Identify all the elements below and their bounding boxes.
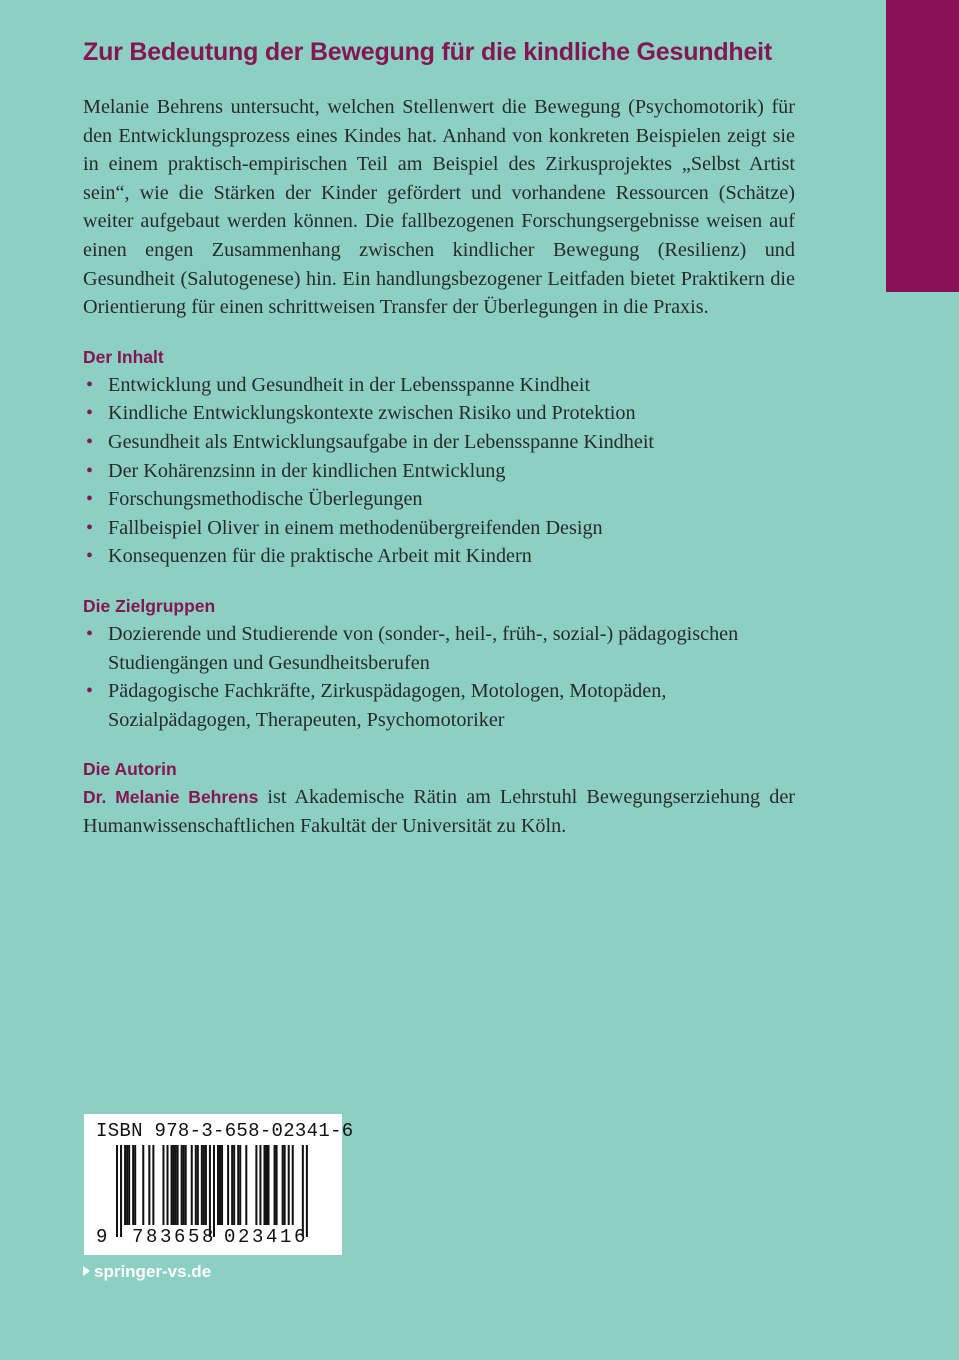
barcode-bar bbox=[302, 1145, 304, 1237]
barcode-bar bbox=[203, 1145, 205, 1225]
barcode-bar bbox=[306, 1145, 308, 1237]
barcode-bar bbox=[217, 1145, 219, 1225]
website-link[interactable] bbox=[83, 1262, 211, 1282]
barcode-bar bbox=[177, 1145, 179, 1225]
bullet-icon: • bbox=[86, 516, 94, 539]
list-item: • Konsequenzen für die praktische Arbeit mit Kindern bbox=[83, 542, 795, 571]
barcode-bar bbox=[191, 1145, 193, 1225]
barcode-bar bbox=[128, 1145, 130, 1225]
barcode-bar bbox=[213, 1145, 215, 1237]
barcode-bar bbox=[185, 1145, 187, 1225]
arrow-right-icon bbox=[83, 1266, 90, 1276]
list-item: • Der Kohärenzsinn in der kindlichen Entwicklung bbox=[83, 457, 795, 486]
bullet-icon: • bbox=[86, 488, 94, 511]
barcode-bar bbox=[167, 1145, 169, 1225]
barcode-bar bbox=[148, 1145, 150, 1225]
barcode-bar bbox=[221, 1145, 223, 1225]
barcode-bar bbox=[274, 1145, 276, 1225]
barcode-bar bbox=[263, 1145, 265, 1225]
barcode-bar bbox=[197, 1145, 199, 1225]
list-item: • Forschungsmethodische Überlegungen bbox=[83, 485, 795, 514]
author-section-heading: Die Autorin bbox=[83, 759, 177, 780]
bullet-icon: • bbox=[86, 622, 94, 645]
bullet-icon: • bbox=[86, 373, 94, 396]
intro-paragraph: Melanie Behrens untersucht, welchen Stellenwert die Bewegung (Psychomotorik) für den Entwicklungsprozess eines Kindes hat. Anhand von konkreten Beispielen zeigt sie in einem praktisch-empirischen Teil am Beispiel des Zirkusprojektes „Selbst Artist sein“, wie die Stärken der Kinder gefördert und vorhandene Ressourcen (Schätze) weiter aufgebaut werden können. Die fallbezogenen Forschungsergebnisse weisen auf einen engen Zusammenhang zwischen kindlicher Bewegung (Resilienz) und Gesundheit (Salutogenese) hin. Ein handlungsbezogener Leitfaden bietet Praktikern die Orientierung für einen schrittweisen Transfer der Überlegungen in die Praxis. bbox=[83, 96, 795, 319]
barcode-bar bbox=[116, 1145, 118, 1237]
barcode-bar bbox=[152, 1145, 154, 1225]
bullet-icon: • bbox=[86, 402, 94, 425]
barcode-bar bbox=[276, 1145, 278, 1225]
barcode-bar bbox=[292, 1145, 294, 1225]
bullet-icon: • bbox=[86, 545, 94, 568]
list-item: • Kindliche Entwicklungskontexte zwischen Risiko und Protektion bbox=[83, 399, 795, 428]
list-item: • Fallbeispiel Oliver in einem methodenübergreifenden Design bbox=[83, 514, 795, 543]
barcode-bar bbox=[162, 1145, 164, 1225]
barcode-bar bbox=[245, 1145, 247, 1225]
barcode-bar bbox=[268, 1145, 270, 1225]
barcode-bar bbox=[205, 1145, 207, 1225]
bullet-icon: • bbox=[86, 680, 94, 703]
barcode-bar bbox=[132, 1145, 134, 1225]
list-item: • Entwicklung und Gesundheit in der Lebensspanne Kindheit bbox=[83, 371, 795, 400]
ean-right-digits: 023416 bbox=[224, 1226, 309, 1248]
barcode-bar bbox=[227, 1145, 229, 1225]
target-list bbox=[83, 620, 795, 734]
author-paragraph bbox=[83, 783, 795, 840]
isbn-label: ISBN 978-3-658-02341-6 bbox=[96, 1120, 354, 1142]
barcode-bar bbox=[124, 1145, 126, 1225]
barcode-bar bbox=[233, 1145, 235, 1225]
barcode-bar bbox=[237, 1145, 239, 1225]
bullet-icon: • bbox=[86, 459, 94, 482]
barcode-bar bbox=[126, 1145, 128, 1225]
barcode-bar bbox=[209, 1145, 211, 1237]
barcode-bar bbox=[284, 1145, 286, 1225]
isbn-barcode-box bbox=[84, 1114, 354, 1255]
page-title: Zur Bedeutung der Bewegung für die kindliche Gesundheit bbox=[83, 38, 773, 66]
ean-left-digits: 783658 bbox=[132, 1226, 217, 1248]
barcode-bar bbox=[231, 1145, 233, 1225]
barcode-bar bbox=[175, 1145, 177, 1225]
content-section-heading: Der Inhalt bbox=[83, 346, 164, 367]
content-list bbox=[83, 371, 795, 571]
barcode-bar bbox=[142, 1145, 144, 1225]
side-color-tab bbox=[886, 0, 959, 292]
barcode-bar bbox=[239, 1145, 241, 1225]
back-cover-content bbox=[83, 38, 795, 840]
ean-first-digit: 9 bbox=[96, 1226, 108, 1248]
list-item: • Gesundheit als Entwicklungsaufgabe in der Lebensspanne Kindheit bbox=[83, 428, 795, 457]
list-item: • Dozierende und Studierende von (sonder-, heil-, früh-, sozial-) pädagogischen Studiengängen und Gesundheitsberufen bbox=[83, 620, 795, 677]
author-bio: ist Akademische Rätin am Lehrstuhl Bewegungserziehung der Humanwissenschaftlichen Fakultät der Universität zu Köln. bbox=[83, 786, 795, 837]
barcode-bar bbox=[265, 1145, 267, 1225]
list-item: • Pädagogische Fachkräfte, Zirkuspädagogen, Motologen, Motopäden, Sozialpädagogen, Therapeuten, Psychomotoriker bbox=[83, 677, 795, 734]
barcode-bar bbox=[181, 1145, 183, 1225]
barcode-bar bbox=[219, 1145, 221, 1225]
barcode-bar bbox=[195, 1145, 197, 1225]
barcode-bar bbox=[134, 1145, 136, 1225]
bullet-icon: • bbox=[86, 430, 94, 453]
author-name: Dr. Melanie Behrens bbox=[83, 787, 259, 808]
barcode-bar bbox=[255, 1145, 257, 1225]
barcode-bar bbox=[171, 1145, 173, 1225]
barcode-bar bbox=[173, 1145, 175, 1225]
barcode-bar bbox=[201, 1145, 203, 1225]
barcode-bar bbox=[259, 1145, 261, 1225]
website-text: springer-vs.de bbox=[94, 1262, 212, 1281]
barcode-bar bbox=[183, 1145, 185, 1225]
barcode-bar bbox=[120, 1145, 122, 1237]
barcode-bar bbox=[282, 1145, 284, 1225]
barcode-bar bbox=[288, 1145, 290, 1225]
target-section-heading: Die Zielgruppen bbox=[83, 595, 216, 616]
